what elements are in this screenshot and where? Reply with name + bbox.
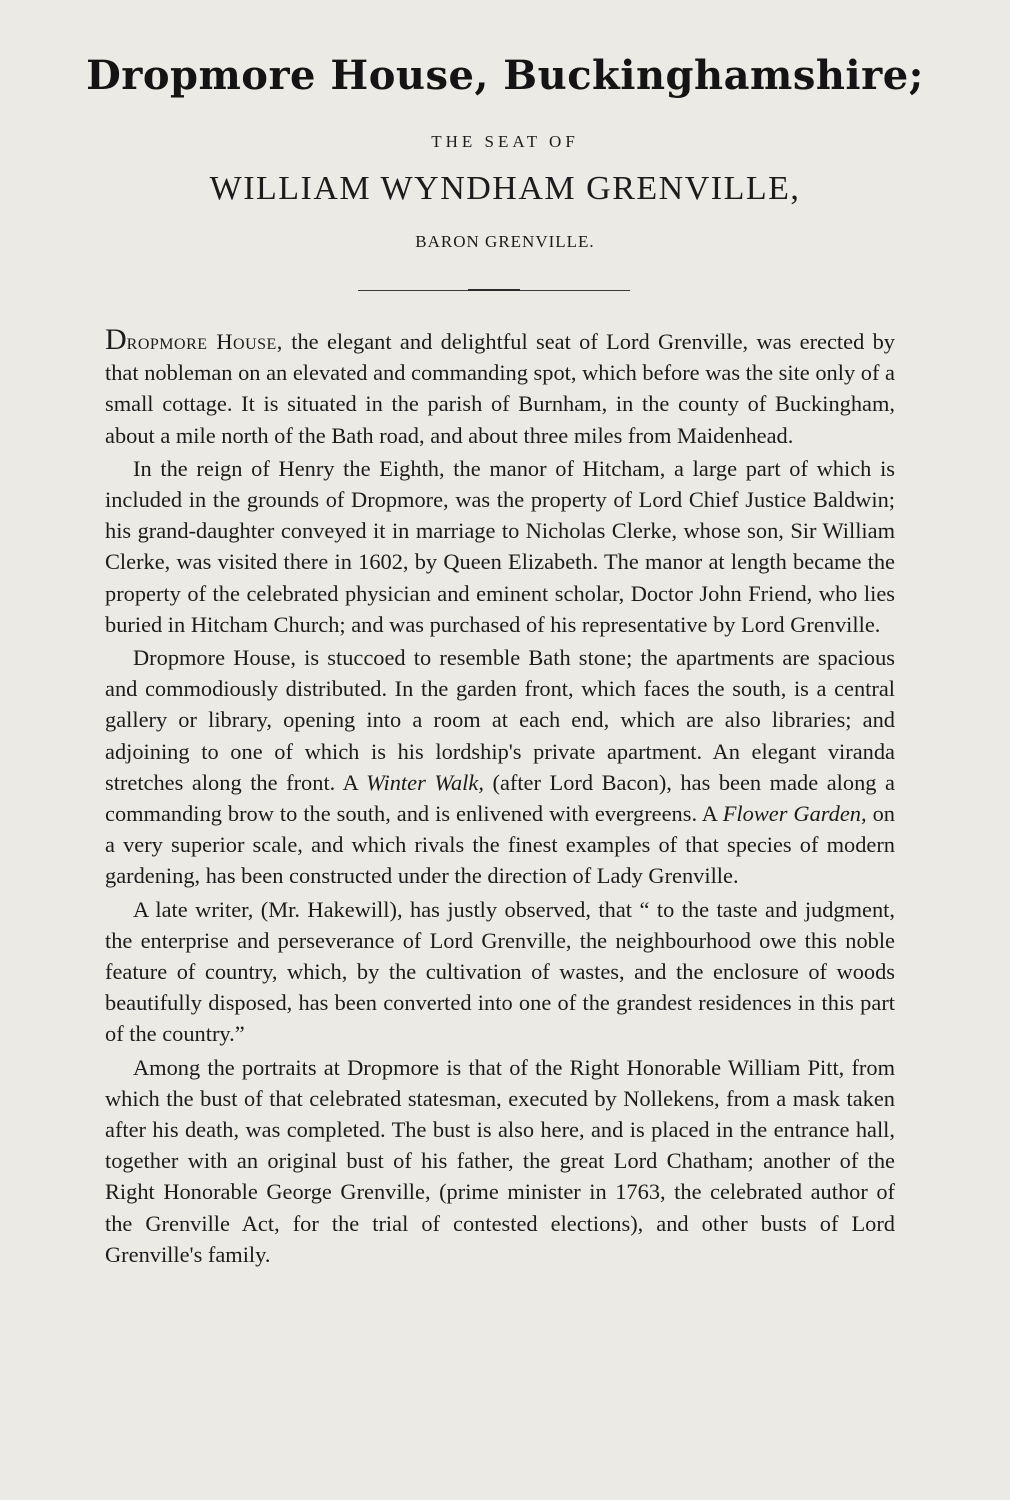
drop-cap: D	[105, 323, 127, 356]
paragraph-5: Among the portraits at Dropmore is that of the Right Honorable William Pitt, from which the bust of that celebrated statesman, executed by Nollekens, from a mask taken after his death, was completed. The bust is also here, and is placed in the entrance hall, together with an original bust of his father, the great Lord Chatham; another of the Right Honorable George Grenville, (prime minister in 1763, the celebrated author of the Grenville Act, for the trial of contested elections), and other busts of Lord Grenville's family.	[105, 1054, 895, 1267]
seat-of-line: THE SEAT OF	[431, 132, 579, 151]
body-text	[105, 324, 895, 1272]
italic-winter-walk: Winter Walk,	[366, 769, 484, 795]
section-divider	[358, 290, 630, 291]
paragraph-1-text: the elegant and delightful seat of Lord Grenville, was erected by that nobleman on an elevated and commanding spot, which before was the site only of a small cottage. It is situated in the parish of Burnham, in the county of Buckingham, about a mile north of the Bath road, and about three miles from Maidenhead.	[105, 329, 895, 448]
paragraph-3	[105, 642, 895, 892]
paragraph-1	[105, 324, 895, 451]
italic-flower-garden: Flower Garden,	[722, 801, 867, 827]
owner-title: BARON GRENVILLE.	[415, 232, 595, 251]
paragraph-3-text-c: on a very superior scale, and which rivals the finest examples of that species of modern gardening, has been constructed under the direction of Lady Grenville.	[105, 801, 895, 889]
owner-name: WILLIAM WYNDHAM GRENVILLE,	[209, 170, 801, 207]
paragraph-3-text-a: Dropmore House, is stuccoed to resemble Bath stone; the apartments are spacious and commodiously distributed. In the garden front, which faces the south, is a central gallery or library, opening into a room at each end, which are also libraries; and adjoining to one of which is his lordship's private apartment. An elegant viranda stretches along the front. A	[105, 645, 895, 795]
paragraph-3-text-b: (after Lord Bacon), has been made along a commanding brow to the south, and is enlivened with evergreens. A	[105, 769, 895, 827]
paragraph-2: In the reign of Henry the Eighth, the manor of Hitcham, a large part of which is included in the grounds of Dropmore, was the property of Lord Chief Justice Baldwin; his grand-daughter conveyed it in marriage to Nicholas Clerke, whose son, Sir William Clerke, was visited there in 1602, by Queen Elizabeth. The manor at length became the property of the celebrated physician and eminent scholar, Doctor John Friend, who lies buried in Hitcham Church; and was purchased of his representative by Lord Grenville.	[105, 455, 895, 637]
lead-in-smallcaps: ropmore House,	[126, 329, 283, 354]
paragraph-4: A late writer, (Mr. Hakewill), has justly observed, that “ to the taste and judgment, the enterprise and perseverance of Lord Grenville, the neighbourhood owe this noble feature of country, which, by the cultivation of wastes, and the enclosure of woods beautifully disposed, has been converted into one of the grandest residences in this part of the country.”	[105, 896, 895, 1047]
document-title: Dropmore House, Buckinghamshire;	[86, 52, 924, 99]
